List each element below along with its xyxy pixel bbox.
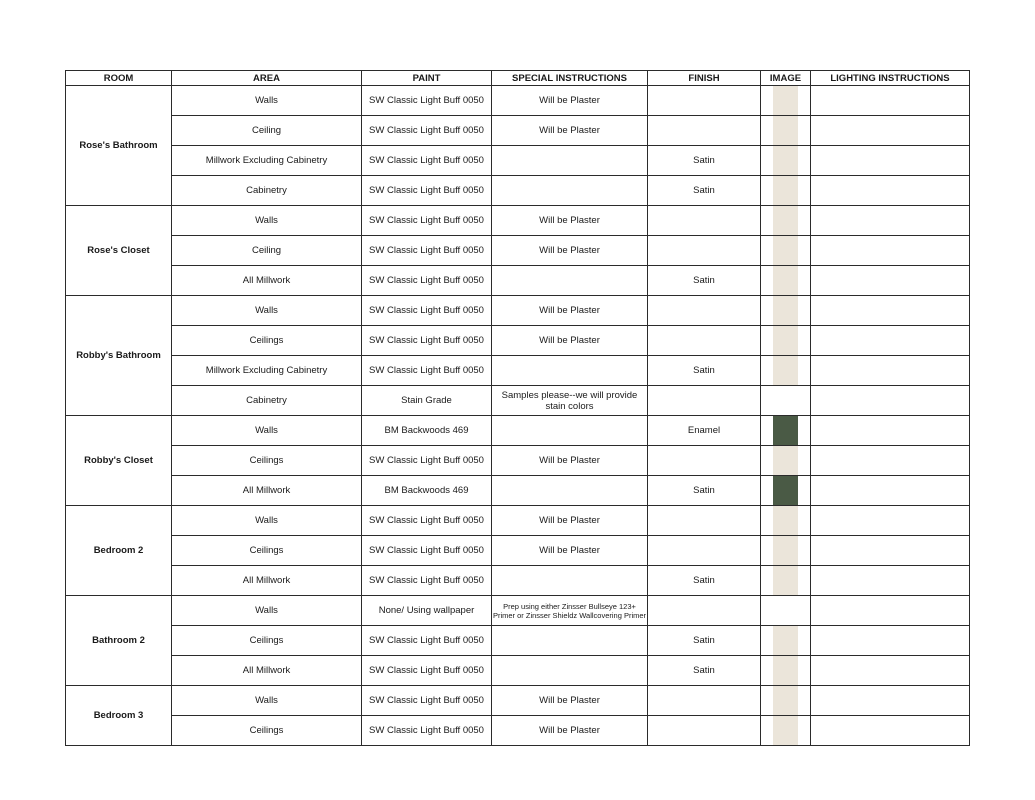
header-area: AREA [172, 71, 362, 86]
image-cell [761, 266, 811, 296]
paint-swatch [773, 626, 798, 655]
paint-cell: SW Classic Light Buff 0050 [362, 566, 492, 596]
lighting-instructions-cell [811, 446, 970, 476]
paint-swatch [773, 686, 798, 715]
special-instructions-cell: Will be Plaster [492, 296, 648, 326]
image-cell [761, 86, 811, 116]
finish-cell [648, 296, 761, 326]
table-row [66, 116, 970, 146]
paint-cell: SW Classic Light Buff 0050 [362, 326, 492, 356]
lighting-instructions-cell [811, 356, 970, 386]
finish-cell [648, 206, 761, 236]
room-name: Rose's Bathroom [66, 86, 172, 206]
image-cell [761, 116, 811, 146]
paint-cell: Stain Grade [362, 386, 492, 416]
table-row [66, 206, 970, 236]
finish-cell [648, 446, 761, 476]
area-cell: Ceilings [172, 626, 362, 656]
finish-cell: Satin [648, 656, 761, 686]
paint-cell: BM Backwoods 469 [362, 476, 492, 506]
special-instructions-cell [492, 266, 648, 296]
paint-swatch [773, 266, 798, 295]
special-instructions-cell: Samples please--we will provide stain colors [492, 386, 648, 416]
finish-cell [648, 686, 761, 716]
lighting-instructions-cell [811, 626, 970, 656]
paint-swatch [773, 296, 798, 325]
area-cell: Cabinetry [172, 386, 362, 416]
image-cell [761, 626, 811, 656]
table-row [66, 146, 970, 176]
lighting-instructions-cell [811, 506, 970, 536]
paint-cell: SW Classic Light Buff 0050 [362, 536, 492, 566]
paint-cell: SW Classic Light Buff 0050 [362, 236, 492, 266]
table-row [66, 686, 970, 716]
lighting-instructions-cell [811, 236, 970, 266]
table-row [66, 536, 970, 566]
image-cell [761, 506, 811, 536]
special-instructions-cell [492, 476, 648, 506]
finish-cell: Satin [648, 626, 761, 656]
paint-schedule-table [65, 70, 970, 746]
area-cell: Walls [172, 506, 362, 536]
finish-cell: Satin [648, 566, 761, 596]
area-cell: All Millwork [172, 656, 362, 686]
special-instructions-cell: Will be Plaster [492, 506, 648, 536]
special-instructions-cell [492, 356, 648, 386]
lighting-instructions-cell [811, 206, 970, 236]
header-paint: PAINT [362, 71, 492, 86]
image-cell [761, 536, 811, 566]
paint-swatch [773, 356, 798, 385]
lighting-instructions-cell [811, 716, 970, 746]
finish-cell [648, 596, 761, 626]
area-cell: Ceiling [172, 236, 362, 266]
special-instructions-cell [492, 656, 648, 686]
table-row [66, 656, 970, 686]
paint-cell: SW Classic Light Buff 0050 [362, 626, 492, 656]
area-cell: Ceiling [172, 116, 362, 146]
special-instructions-cell: Will be Plaster [492, 326, 648, 356]
lighting-instructions-cell [811, 146, 970, 176]
table-row [66, 446, 970, 476]
special-instructions-cell: Will be Plaster [492, 236, 648, 266]
table-row [66, 176, 970, 206]
finish-cell [648, 326, 761, 356]
image-cell [761, 656, 811, 686]
image-cell [761, 596, 811, 626]
table-row [66, 596, 970, 626]
lighting-instructions-cell [811, 656, 970, 686]
special-instructions-cell [492, 146, 648, 176]
area-cell: Millwork Excluding Cabinetry [172, 356, 362, 386]
image-cell [761, 206, 811, 236]
area-cell: Ceilings [172, 716, 362, 746]
header-image: IMAGE [761, 71, 811, 86]
finish-cell [648, 236, 761, 266]
table-row [66, 716, 970, 746]
table-row [66, 356, 970, 386]
finish-cell: Enamel [648, 416, 761, 446]
lighting-instructions-cell [811, 476, 970, 506]
finish-cell [648, 386, 761, 416]
paint-cell: SW Classic Light Buff 0050 [362, 86, 492, 116]
image-cell [761, 716, 811, 746]
special-instructions-cell [492, 626, 648, 656]
finish-cell [648, 716, 761, 746]
paint-cell: BM Backwoods 469 [362, 416, 492, 446]
table-row [66, 296, 970, 326]
table-row [66, 476, 970, 506]
finish-cell [648, 116, 761, 146]
room-name: Robby's Bathroom [66, 296, 172, 416]
image-cell [761, 476, 811, 506]
paint-cell: SW Classic Light Buff 0050 [362, 716, 492, 746]
special-instructions-cell [492, 566, 648, 596]
header-special-instructions: SPECIAL INSTRUCTIONS [492, 71, 648, 86]
paint-cell: None/ Using wallpaper [362, 596, 492, 626]
finish-cell: Satin [648, 176, 761, 206]
table-row [66, 566, 970, 596]
area-cell: Walls [172, 206, 362, 236]
paint-swatch [773, 86, 798, 115]
table-row [66, 86, 970, 116]
room-name: Bedroom 3 [66, 686, 172, 746]
finish-cell: Satin [648, 146, 761, 176]
table-row [66, 416, 970, 446]
header-row [66, 71, 970, 86]
lighting-instructions-cell [811, 416, 970, 446]
paint-swatch [773, 446, 798, 475]
paint-cell: SW Classic Light Buff 0050 [362, 206, 492, 236]
image-cell [761, 296, 811, 326]
special-instructions-cell: Will be Plaster [492, 446, 648, 476]
image-cell [761, 566, 811, 596]
special-instructions-cell: Prep using either Zinsser Bullseye 123+ Primer or Zinsser Shieldz Wallcovering Primer [492, 596, 648, 626]
paint-swatch [773, 566, 798, 595]
image-cell [761, 236, 811, 266]
area-cell: Millwork Excluding Cabinetry [172, 146, 362, 176]
paint-swatch [773, 146, 798, 175]
area-cell: Ceilings [172, 326, 362, 356]
special-instructions-cell: Will be Plaster [492, 86, 648, 116]
image-cell [761, 446, 811, 476]
area-cell: Walls [172, 296, 362, 326]
special-instructions-cell: Will be Plaster [492, 716, 648, 746]
area-cell: All Millwork [172, 476, 362, 506]
paint-cell: SW Classic Light Buff 0050 [362, 266, 492, 296]
area-cell: All Millwork [172, 266, 362, 296]
area-cell: Walls [172, 686, 362, 716]
image-cell [761, 416, 811, 446]
header-room: ROOM [66, 71, 172, 86]
lighting-instructions-cell [811, 296, 970, 326]
table-row [66, 386, 970, 416]
image-cell [761, 356, 811, 386]
header-finish: FINISH [648, 71, 761, 86]
paint-cell: SW Classic Light Buff 0050 [362, 506, 492, 536]
paint-swatch [773, 506, 798, 535]
finish-cell [648, 86, 761, 116]
finish-cell [648, 536, 761, 566]
area-cell: Walls [172, 86, 362, 116]
table-body [66, 86, 970, 746]
paint-cell: SW Classic Light Buff 0050 [362, 176, 492, 206]
special-instructions-cell [492, 176, 648, 206]
image-cell [761, 386, 811, 416]
paint-swatch [773, 656, 798, 685]
paint-swatch [773, 206, 798, 235]
lighting-instructions-cell [811, 596, 970, 626]
special-instructions-cell: Will be Plaster [492, 686, 648, 716]
paint-cell: SW Classic Light Buff 0050 [362, 146, 492, 176]
paint-swatch [773, 716, 798, 745]
lighting-instructions-cell [811, 686, 970, 716]
finish-cell: Satin [648, 356, 761, 386]
paint-cell: SW Classic Light Buff 0050 [362, 356, 492, 386]
finish-cell: Satin [648, 266, 761, 296]
paint-swatch [773, 536, 798, 565]
special-instructions-cell [492, 416, 648, 446]
special-instructions-cell: Will be Plaster [492, 206, 648, 236]
table-row [66, 266, 970, 296]
room-name: Bathroom 2 [66, 596, 172, 686]
paint-cell: SW Classic Light Buff 0050 [362, 296, 492, 326]
area-cell: Walls [172, 596, 362, 626]
table-row [66, 236, 970, 266]
paint-cell: SW Classic Light Buff 0050 [362, 116, 492, 146]
image-cell [761, 326, 811, 356]
paint-swatch [773, 326, 798, 355]
lighting-instructions-cell [811, 176, 970, 206]
image-cell [761, 146, 811, 176]
lighting-instructions-cell [811, 116, 970, 146]
table-row [66, 626, 970, 656]
paint-cell: SW Classic Light Buff 0050 [362, 656, 492, 686]
special-instructions-cell: Will be Plaster [492, 536, 648, 566]
room-name: Rose's Closet [66, 206, 172, 296]
lighting-instructions-cell [811, 326, 970, 356]
paint-cell: SW Classic Light Buff 0050 [362, 446, 492, 476]
paint-swatch [773, 416, 798, 445]
area-cell: All Millwork [172, 566, 362, 596]
lighting-instructions-cell [811, 536, 970, 566]
special-instructions-cell: Will be Plaster [492, 116, 648, 146]
area-cell: Walls [172, 416, 362, 446]
lighting-instructions-cell [811, 86, 970, 116]
area-cell: Ceilings [172, 446, 362, 476]
room-name: Bedroom 2 [66, 506, 172, 596]
paint-swatch [773, 116, 798, 145]
finish-cell [648, 506, 761, 536]
table-row [66, 506, 970, 536]
lighting-instructions-cell [811, 266, 970, 296]
paint-swatch [773, 236, 798, 265]
paint-cell: SW Classic Light Buff 0050 [362, 686, 492, 716]
lighting-instructions-cell [811, 566, 970, 596]
finish-cell: Satin [648, 476, 761, 506]
room-name: Robby's Closet [66, 416, 172, 506]
area-cell: Ceilings [172, 536, 362, 566]
image-cell [761, 176, 811, 206]
lighting-instructions-cell [811, 386, 970, 416]
paint-swatch [773, 176, 798, 205]
header-lighting-instructions: LIGHTING INSTRUCTIONS [811, 71, 970, 86]
area-cell: Cabinetry [172, 176, 362, 206]
image-cell [761, 686, 811, 716]
table-row [66, 326, 970, 356]
paint-swatch [773, 476, 798, 505]
